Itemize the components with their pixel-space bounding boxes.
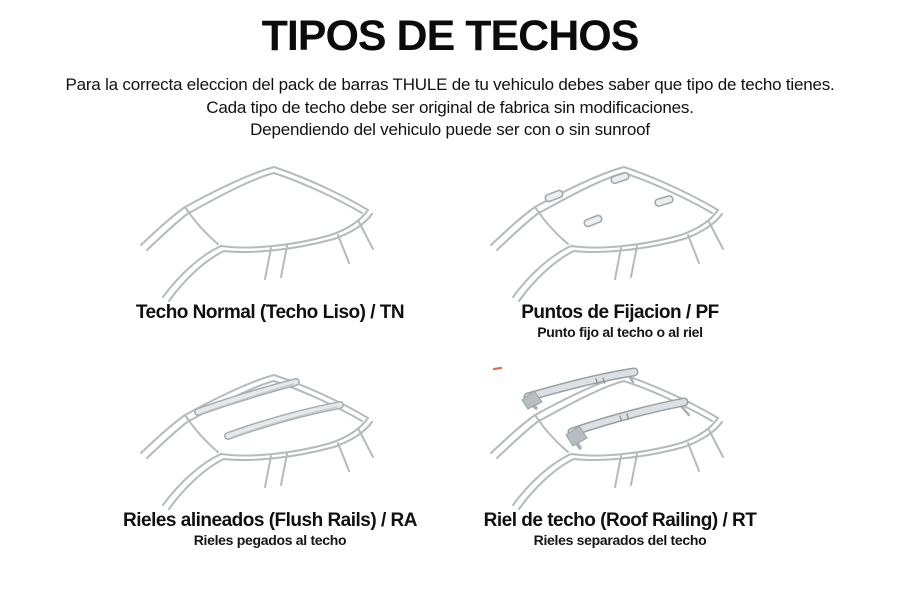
roof-type-card-ra [70,360,470,549]
roof-type-card-pf [420,152,820,341]
roof-type-card-tn [70,152,470,324]
fixation-pad-icon [610,172,629,184]
page-title: TIPOS DE TECHOS [261,12,639,60]
roof-type-label-rt: Riel de techo (Roof Railing) / RT [483,510,757,531]
roof-type-label-ra: Rieles alineados (Flush Rails) / RA [123,510,417,531]
orange-speck-artifact [494,368,501,369]
car-roof-flush-rails-illustration [120,360,420,515]
car-roof-plain-illustration [120,152,420,307]
car-roof-raised-rails-illustration [470,360,770,515]
car-roof-outline [141,167,373,301]
roof-type-sublabel-pf: Punto fijo al techo o al riel [537,324,703,340]
car-roof-fixation-points-illustration [470,152,770,307]
roof-type-sublabel-ra: Rieles pegados al techo [193,532,347,548]
raised-rail-near [566,402,689,448]
roof-type-sublabel-rt: Rieles separados del techo [533,532,707,548]
raised-rail-far [522,372,634,409]
flush-rail-near [228,405,340,437]
fixation-pad-icon [654,195,673,207]
intro-line-2: Cada tipo de techo debe ser original de fabrica sin modificaciones. [206,97,694,117]
roof-type-label-pf: Puntos de Fijacion / PF [521,302,719,323]
intro-paragraph [0,74,900,142]
roof-type-label-tn: Techo Normal (Techo Liso) / TN [135,302,405,323]
intro-line-1: Para la correcta eleccion del pack de barras THULE de tu vehiculo debes saber que tipo de techo tienes. [65,75,835,94]
intro-line-3: Dependiendo del vehiculo puede ser con o sin sunroof [250,120,650,139]
car-roof-outline [491,167,723,301]
roof-type-card-rt [420,360,820,549]
fixation-pad-icon [583,215,602,228]
flush-rail-far [198,382,296,413]
